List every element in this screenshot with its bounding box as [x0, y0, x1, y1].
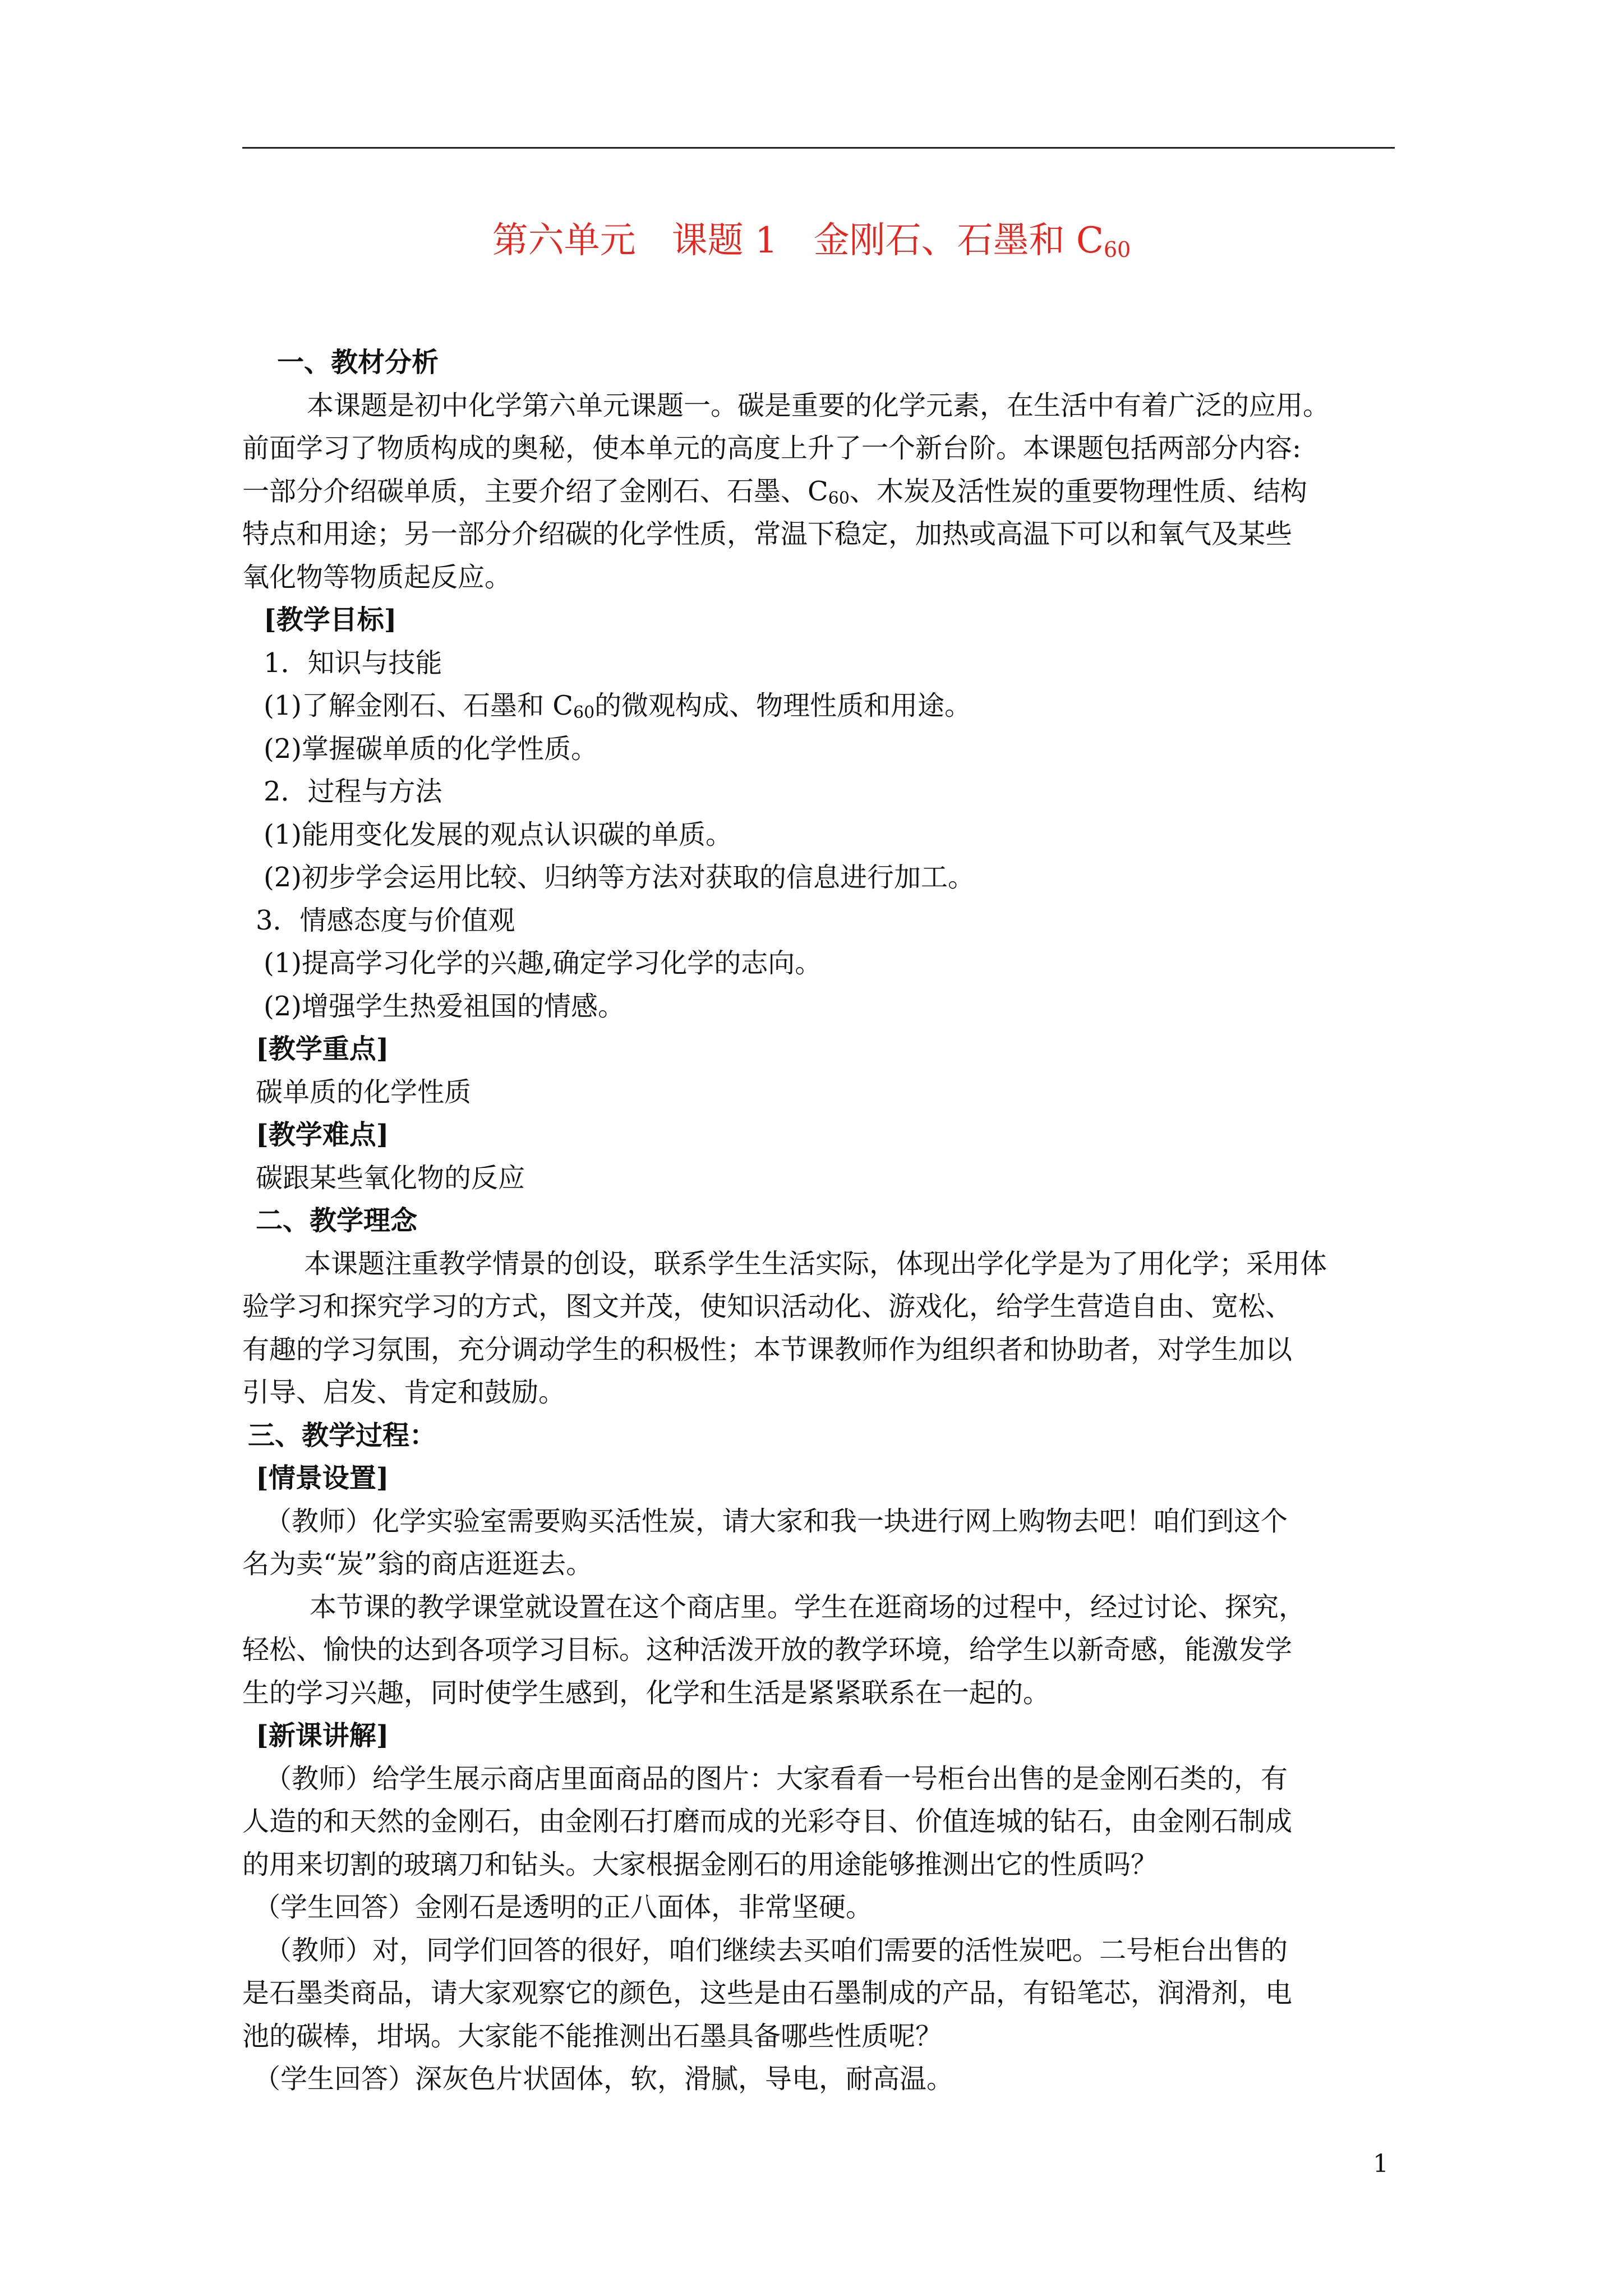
- paragraph-line: （学生回答）金刚石是透明的正八面体，非常坚硬。: [253, 1892, 873, 1923]
- title-topic: 金刚石、石墨和 C: [813, 220, 1104, 261]
- section-heading-material-analysis: 一、教材分析: [277, 347, 439, 378]
- paragraph-line: 池的碳棒，坩埚。大家能不能推测出石墨具备哪些性质呢？: [242, 2020, 943, 2052]
- paragraph-line: 是石墨类商品，请大家观察它的颜色，这些是由石墨制成的产品，有铅笔芯，润滑剂，电: [242, 1977, 1293, 2009]
- section-heading-teaching-philosophy: 二、教学理念: [256, 1205, 418, 1236]
- paragraph-line: 验学习和探究学习的方式，图文并茂，使知识活动化、游戏化，给学生营造自由、宽松、: [242, 1291, 1293, 1322]
- list-item: 1．知识与技能: [264, 647, 442, 679]
- section-heading-teaching-process: 三、教学过程：: [248, 1419, 437, 1451]
- list-item: (2)掌握碳单质的化学性质。: [264, 733, 598, 765]
- paragraph-line: 引导、启发、肯定和鼓励。: [242, 1377, 566, 1408]
- list-item: (1)提高学习化学的兴趣,确定学习化学的志向。: [264, 947, 822, 979]
- paragraph-line: 本节课的教学课堂就设置在这个商店里。学生在逛商场的过程中，经过讨论、探究，: [310, 1591, 1306, 1623]
- paragraph-line: 人造的和天然的金刚石，由金刚石打磨而成的光彩夺目、价值连城的钻石，由金刚石制成: [242, 1806, 1293, 1837]
- list-item: (1)能用变化发展的观点认识碳的单质。: [264, 818, 732, 850]
- subheading-key-points: [教学重点]: [256, 1033, 389, 1065]
- paragraph-line: （教师）对，同学们回答的很好，咱们继续去买咱们需要的活性炭吧。二号柜台出售的: [265, 1934, 1288, 1966]
- paragraph-line: 有趣的学习氛围，充分调动学生的积极性；本节课教师作为组织者和协助者，对学生加以: [242, 1333, 1293, 1365]
- page-number: 1: [1373, 2150, 1389, 2178]
- paragraph-line: （教师）化学实验室需要购买活性炭，请大家和我一块进行网上购物去吧！咱们到这个: [265, 1505, 1288, 1537]
- document-body: [242, 341, 1403, 2101]
- list-item: (1)了解金刚石、石墨和 $C_{60}$的微观构成、物理性质和用途。: [264, 690, 972, 723]
- paragraph-line: 碳跟某些氧化物的反应: [256, 1162, 525, 1194]
- subheading-teaching-objectives: [教学目标]: [264, 604, 397, 636]
- paragraph-line: 碳单质的化学性质: [256, 1076, 472, 1108]
- list-item: (2)增强学生热爱祖国的情感。: [264, 990, 625, 1022]
- page-title: [0, 215, 1623, 266]
- title-subscript: 60: [1104, 237, 1131, 262]
- paragraph-line: 的用来切割的玻璃刀和钻头。大家根据金刚石的用途能够推测出它的性质吗？: [242, 1848, 1158, 1880]
- subheading-new-lesson: [新课讲解]: [256, 1720, 389, 1751]
- title-lesson: 课题 1: [671, 220, 778, 261]
- paragraph-line: （教师）给学生展示商店里面商品的图片：大家看看一号柜台出售的是金刚石类的，有: [265, 1763, 1288, 1795]
- title-unit: 第六单元: [492, 220, 636, 261]
- list-item: (2)初步学会运用比较、归纳等方法对获取的信息进行加工。: [264, 862, 975, 893]
- paragraph-line: 生的学习兴趣，同时使学生感到，化学和生活是紧紧联系在一起的。: [242, 1677, 1050, 1709]
- paragraph-line: （学生回答）深灰色片状固体，软，滑腻，导电，耐高温。: [253, 2063, 954, 2095]
- paragraph-line: 本课题注重教学情景的创设，联系学生生活实际，体现出学化学是为了用化学；采用体: [304, 1248, 1327, 1280]
- paragraph-line: 前面学习了物质构成的奥秘，使本单元的高度上升了一个新台阶。本课题包括两部分内容:: [242, 432, 1302, 464]
- subheading-scenario: [情景设置]: [256, 1462, 389, 1494]
- list-item: 3．情感态度与价值观: [256, 904, 515, 936]
- paragraph-line: 轻松、愉快的达到各项学习目标。这种活泼开放的教学环境，给学生以新奇感，能激发学: [242, 1634, 1293, 1665]
- list-item: 2．过程与方法: [264, 776, 442, 807]
- header-rule: [242, 147, 1395, 149]
- paragraph-line: 氧化物等物质起反应。: [242, 561, 512, 593]
- paragraph-line: 一部分介绍碳单质，主要介绍了金刚石、石墨、$C_{60}$、木炭及活性炭的重要物理性质、结构: [242, 475, 1307, 508]
- paragraph-line: 本课题是初中化学第六单元课题一。碳是重要的化学元素，在生活中有着广泛的应用。: [307, 389, 1330, 421]
- paragraph-line: 特点和用途；另一部分介绍碳的化学性质，常温下稳定，加热或高温下可以和氧气及某些: [242, 518, 1293, 550]
- subheading-difficulties: [教学难点]: [256, 1119, 389, 1151]
- paragraph-line: 名为卖“炭”翁的商店逛逛去。: [242, 1548, 593, 1580]
